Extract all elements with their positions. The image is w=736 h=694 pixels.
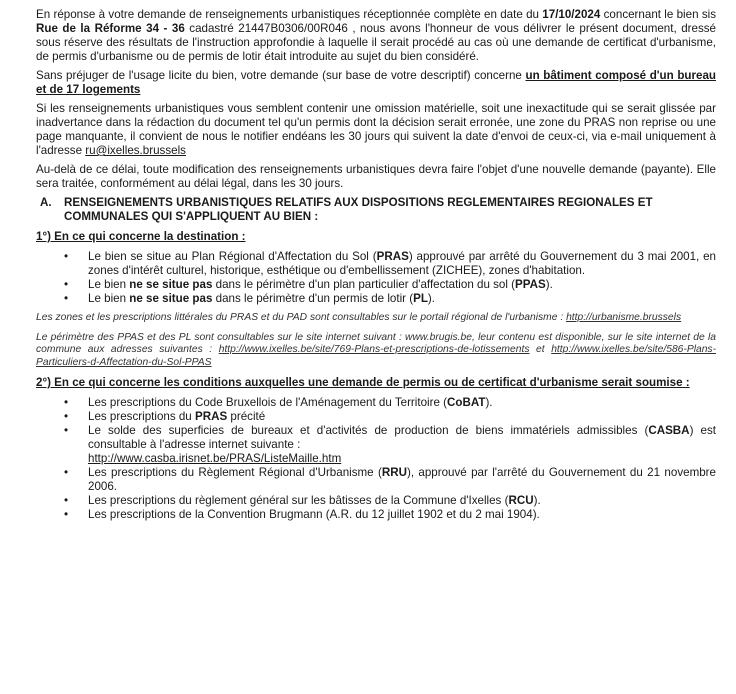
conditions-list xyxy=(36,396,716,522)
section-letter: A. xyxy=(40,196,52,209)
building-description: un bâtiment composé d'un bureau et de 17 logements xyxy=(36,69,716,96)
lotissements-link[interactable]: http://www.ixelles.be/site/769-Plans-et-prescriptions-de-lotissements xyxy=(218,344,530,355)
destination-heading: 1°) En ce qui concerne la destination : xyxy=(36,230,246,243)
email-link[interactable]: ru@ixelles.brussels xyxy=(85,144,186,157)
list-item: • Le solde des superficies de bureaux et d'activités de production de biens immatériels admissibles (CASBA) est consultable à l'adresse internet suivante : http://www.casba.irisnet.be/PRAS/ListeMaille.htm xyxy=(36,424,716,466)
section-a-heading xyxy=(36,196,716,224)
property-address: Rue de la Réforme 34 - 36 xyxy=(36,22,185,35)
section-title: RENSEIGNEMENTS URBANISTIQUES RELATIFS AUX DISPOSITIONS REGLEMENTAIRES REGIONALES ET COMMUNALES QUI S'APPLIQUENT AU BIEN : xyxy=(64,196,653,223)
urbanisme-link[interactable]: http://urbanisme.brussels xyxy=(566,312,682,323)
conditions-heading: 2°) En ce qui concerne les conditions auxquelles une demande de permis ou de certificat d'urbanisme serait soumise : xyxy=(36,376,690,389)
list-item: • Le bien ne se situe pas dans le périmètre d'un plan particulier d'affectation du sol (PPAS). xyxy=(36,278,716,292)
list-item: • Les prescriptions de la Convention Brugmann (A.R. du 12 juillet 1902 et du 2 mai 1904). xyxy=(36,508,716,522)
list-item: • Les prescriptions du Règlement Régional d'Urbanisme (RRU), approuvé par l'arrêté du Gouvernement du 21 novembre 2006. xyxy=(36,466,716,494)
list-item: • Les prescriptions du PRAS précité xyxy=(36,410,716,424)
list-item: • Les prescriptions du règlement général sur les bâtisses de la Commune d'Ixelles (RCU). xyxy=(36,494,716,508)
list-item: • Les prescriptions du Code Bruxellois de l'Aménagement du Territoire (CoBAT). xyxy=(36,396,716,410)
delay-paragraph: Au-delà de ce délai, toute modification des renseignements urbanistiques devra faire l'objet d'une nouvelle demande (payante). Elle sera traitée, conformément au délai légal, dans les 30 jours. xyxy=(36,163,716,190)
omission-paragraph: Si les renseignements urbanistiques vous semblent contenir une omission matérielle, soit une inexactitude qui se serait glissée par inadvertance dans la rédaction du document tel qu'un permis dont la décision serait erronée, une zone du PRAS non reprise ou une page manquante, il convient de nous le notifier endéans les 30 jours qui suivent la date d'envoi de ceux-ci, via e-mail uniquement à l'adresse ru@ixelles.brussels xyxy=(36,102,716,157)
destination-list xyxy=(36,250,716,306)
ppas-link[interactable]: http://www.ixelles.be/site/586-Plans-Particuliers-d-Affectation-du-Sol-PPAS xyxy=(36,344,717,368)
casba-link[interactable]: http://www.casba.irisnet.be/PRAS/ListeMaille.htm xyxy=(88,452,342,465)
intro-paragraph: En réponse à votre demande de renseignements urbanistiques réceptionnée complète en date du 17/10/2024 concernant le bien sis Rue de la Réforme 34 - 36 cadastré 21447B0306/00R046 , nous avons l'honneur de vous délivrer le présent document, dressé sous réserve des résultats de l'instruction approfondie à laquelle il serait procédé au cas où une demande de certificat d'urbanisme, de permis d'urbanisme ou de permis de lotir était introduite au sujet du bien considéré. xyxy=(36,8,716,63)
list-item: • Le bien se situe au Plan Régional d'Affectation du Sol (PRAS) approuvé par arrêté du Gouvernement du 3 mai 2001, en zones d'intérêt culturel, historique, esthétique ou d'embellissement (ZICHEE), zones d'habitation. xyxy=(36,250,716,278)
usage-paragraph: Sans préjuger de l'usage licite du bien, votre demande (sur base de votre descriptif) concerne un bâtiment composé d'un bureau et de 17 logements xyxy=(36,69,716,96)
list-item: • Le bien ne se situe pas dans le périmètre d'un permis de lotir (PL). xyxy=(36,292,716,306)
ppas-note: Le périmètre des PPAS et des PL sont consultables sur le site internet suivant : www.brugis.be, leur contenu est disponible, sur le site internet de la commune aux adresses suivantes : http://www.ixelles.be/site/769-Plans-et-prescriptions-de-lotissements et http://www.ixelles.be/site/586-Plans-Particuliers-d-Affectation-du-Sol-PPAS xyxy=(36,331,717,368)
request-date: 17/10/2024 xyxy=(542,8,601,21)
pras-note: Les zones et les prescriptions littérales du PRAS et du PAD sont consultables sur le portail régional de l'urbanisme : http://urbanisme.brussels xyxy=(36,312,682,323)
